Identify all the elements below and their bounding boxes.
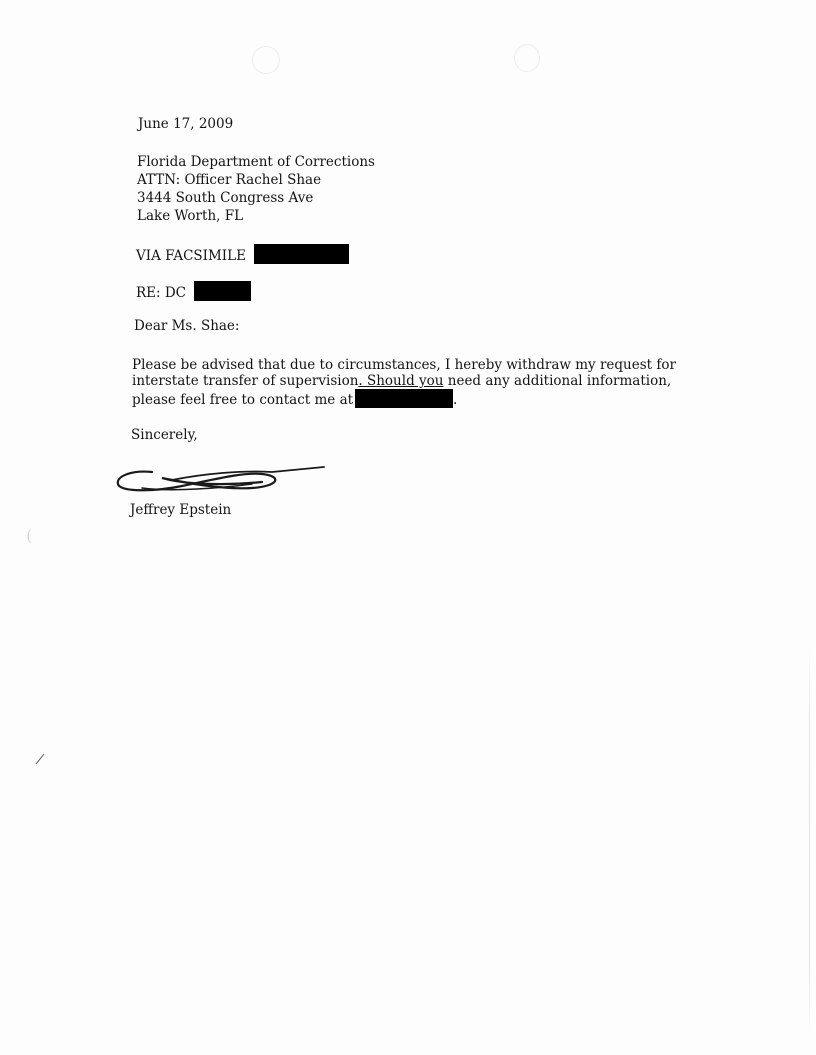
- redaction-contact-number: [355, 389, 453, 408]
- redaction-fax-number: [254, 244, 349, 264]
- via-label: VIA FACSIMILE: [136, 248, 246, 264]
- body-line-2-end: need any additional information,: [443, 373, 672, 389]
- re-line: [136, 281, 251, 302]
- signer-name: Jeffrey Epstein: [130, 502, 232, 518]
- recipient-attention: ATTN: Officer Rachel Shae: [137, 172, 322, 188]
- body-line-2-underlined: . Should you: [358, 373, 444, 389]
- body-line-3-start: please feel free to contact me at: [132, 392, 354, 408]
- recipient-organization: Florida Department of Corrections: [137, 154, 375, 170]
- scan-artifact: [514, 44, 540, 72]
- salutation: Dear Ms. Shae:: [134, 318, 240, 334]
- re-label: RE: DC: [136, 285, 187, 301]
- recipient-street: 3444 South Congress Ave: [137, 190, 314, 206]
- closing: Sincerely,: [131, 427, 198, 443]
- via-line: [136, 244, 349, 265]
- body-line-2: [132, 373, 672, 389]
- redaction-dc-number: [194, 281, 251, 301]
- body-line-3-end: .: [453, 392, 458, 408]
- handwritten-signature: [112, 458, 332, 500]
- body-line-1: Please be advised that due to circumstances, I hereby withdraw my request for: [132, 357, 676, 373]
- scan-edge-line: [809, 640, 810, 1040]
- body-paragraph: [132, 357, 676, 408]
- body-line-2-start: interstate transfer of supervision: [132, 373, 359, 389]
- scan-artifact: [252, 46, 280, 74]
- letter-date: June 17, 2009: [138, 116, 234, 132]
- scan-artifact: (: [26, 526, 33, 545]
- body-line-3: [132, 389, 672, 408]
- recipient-city: Lake Worth, FL: [137, 208, 244, 224]
- stray-mark: [34, 752, 46, 766]
